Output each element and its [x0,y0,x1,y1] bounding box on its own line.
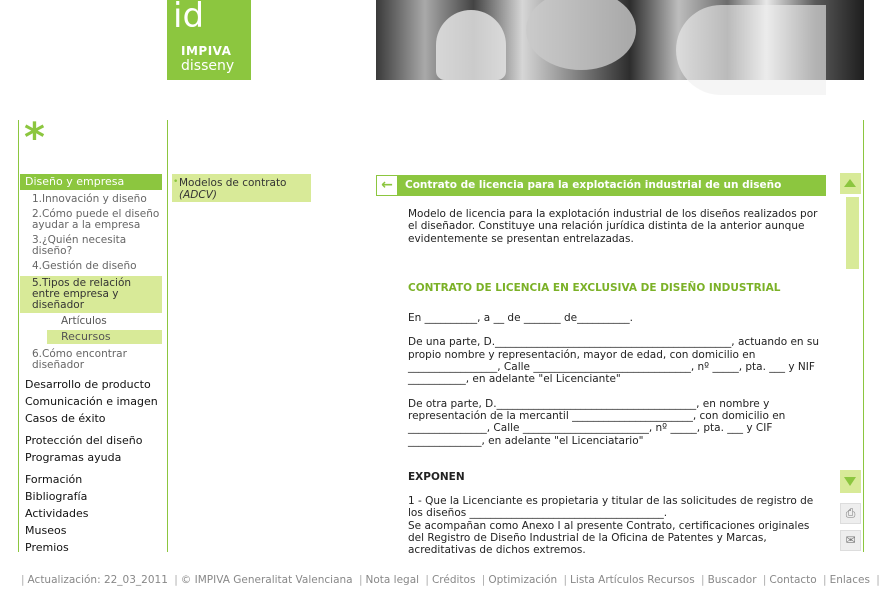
nav-subitem-tipos-relacion[interactable]: 5.Tipos de relación entre empresa y diseñador [20,276,162,313]
nav-subitem-como-encontrar[interactable]: 6.Cómo encontrar diseñador [32,348,127,371]
footer: | Actualización: 22_03_2011 | © IMPIVA Generalitat Valenciana | Nota legal | Créditos | Optimización | Lista Artículos Recursos | Buscador | Contacto | Enlaces | [21,574,880,586]
nav-item-premios[interactable]: Premios [25,541,69,554]
footer-link-nota-legal[interactable]: Nota legal [365,574,420,586]
nav-item-actividades[interactable]: Actividades [25,507,89,520]
nav-subitem-innovacion[interactable]: 1.Innovación y diseño [32,193,147,205]
nav-item-bibliografia[interactable]: Bibliografía [25,490,88,503]
logo-name: IMPIVA [181,44,232,58]
resource-source: (ADCV) [179,189,217,201]
left-navigation [20,174,162,556]
footer-update: Actualización: 22_03_2011 [27,574,168,586]
nav-item-proteccion-diseno[interactable]: Protección del diseño [25,434,143,447]
impiva-disseny-logo[interactable] [167,0,251,80]
mid-frame-line [167,120,168,552]
nav-item-comunicacion-imagen[interactable]: Comunicación e imagen [25,395,158,408]
footer-link-creditos[interactable]: Créditos [431,574,476,586]
nav-section-diseno-y-empresa[interactable]: Diseño y empresa [20,174,162,190]
nav-item-museos[interactable]: Museos [25,524,67,537]
scroll-down-button[interactable] [840,470,861,493]
asterisk-icon: * [24,115,45,161]
content-body[interactable] [408,208,828,557]
bullet-icon: • [173,177,179,187]
email-icon[interactable]: ✉ [840,530,861,551]
nav-item-formacion[interactable]: Formación [25,473,83,486]
nav-item-casos-exito[interactable]: Casos de éxito [25,412,106,425]
party-licenciatario: De otra parte, D.______________________________________, en nombre y representación de la mercantil _______________________, con domicilio en _______________, Calle ________________________, nº _____, pta. ___ y CIF ______________, en adelante "el Licenciatario" [408,397,786,447]
header-banner-image [376,0,864,80]
place-date-line: En __________, a __ de _______ de__________. [408,312,633,325]
back-arrow-icon[interactable]: ← [376,175,398,196]
footer-link-optimizacion[interactable]: Optimización [488,574,558,586]
logo-subname: disseny [181,58,235,74]
print-icon[interactable]: ⎙ [840,503,861,524]
nav-item-desarrollo-producto[interactable]: Desarrollo de producto [25,378,151,391]
logo-mark: id [173,0,205,36]
nav-subitem-quien-necesita[interactable]: 3.¿Quién necesita diseño? [32,234,127,257]
exponen-heading: EXPONEN [408,470,465,483]
right-frame-line [863,120,864,552]
footer-link-contacto[interactable]: Contacto [769,574,817,586]
clause-1b: Se acompañan como Anexo I al presente Contrato, certificaciones originales del Registro de Diseño Industrial de la Oficina de Patentes y Marcas, acreditativas de dichos extremos. [408,519,810,557]
content-title: Contrato de licencia para la explotación industrial de un diseño [405,179,782,191]
left-frame-line [18,120,19,552]
clause-1: 1 - Que la Licenciante es propietaria y titular de las solicitudes de registro de los diseños _____________________________________. [408,495,814,520]
intro-paragraph: Modelo de licencia para la explotación industrial de los diseños realizados por el diseñador. Constituye una relación jurídica distinta de la anterior aunque evidentemente se presentan entrelazadas. [408,208,818,245]
scrollbar-thumb[interactable] [846,197,859,269]
resource-title: Modelos de contrato [179,177,287,189]
resource-list-item-modelos-contrato[interactable] [172,174,311,202]
scroll-up-button[interactable] [840,173,861,194]
contract-heading: CONTRATO DE LICENCIA EN EXCLUSIVA DE DISEÑO INDUSTRIAL [408,281,781,294]
nav-subitem-gestion[interactable]: 4.Gestión de diseño [32,260,137,272]
footer-link-lista-articulos[interactable]: Lista Artículos Recursos [570,574,695,586]
nav-link-articulos[interactable]: Artículos [61,315,107,327]
content-title-bar [376,175,826,196]
footer-link-enlaces[interactable]: Enlaces [829,574,870,586]
nav-link-recursos[interactable]: Recursos [47,330,162,344]
nav-subitem-como-puede[interactable]: 2.Cómo puede el diseño ayudar a la empresa [32,208,160,231]
party-licenciante: De una parte, D._____________________________________________, actuando en su propio nombre y representación, mayor de edad, con domicilio en _________________, Calle ______________________________, nº _____, pta. ___ y NIF ___________, en adelante "el Licenciante" [408,336,820,386]
nav-item-programas-ayuda[interactable]: Programas ayuda [25,451,122,464]
footer-link-copyright[interactable]: © IMPIVA Generalitat Valenciana [180,574,353,586]
footer-link-buscador[interactable]: Buscador [707,574,757,586]
